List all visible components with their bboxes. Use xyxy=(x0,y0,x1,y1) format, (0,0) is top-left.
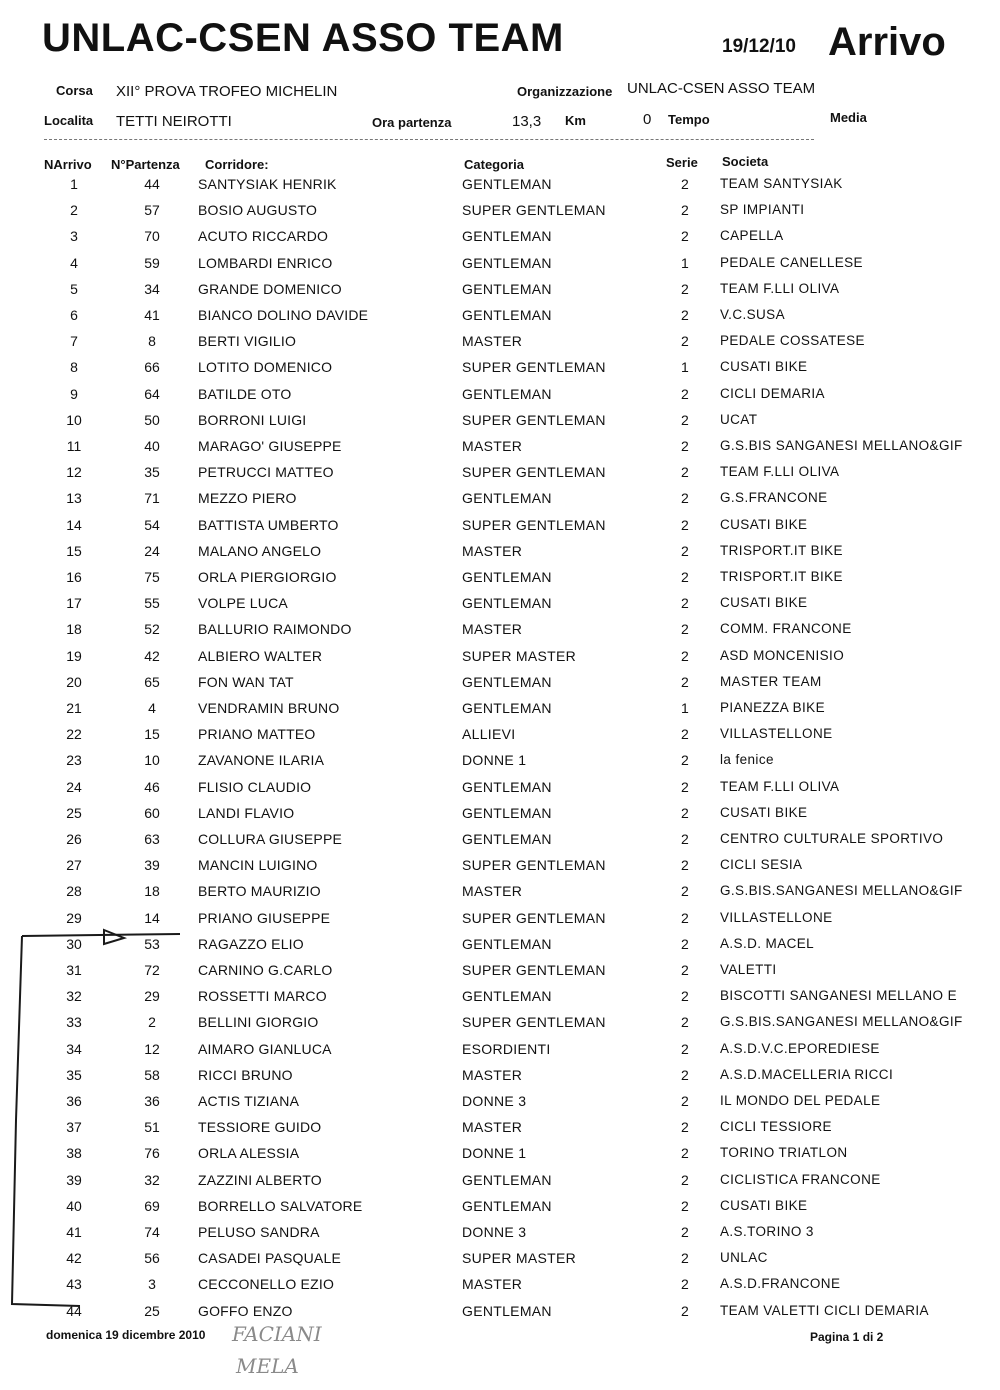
category: GENTLEMAN xyxy=(462,228,552,245)
arrival-number: 9 xyxy=(70,385,78,402)
team: TORINO TRIATLON xyxy=(720,1145,848,1161)
media-label: Media xyxy=(830,110,867,125)
arrival-number: 3 xyxy=(70,228,78,245)
team: la fenice xyxy=(720,752,774,768)
handwritten-name: FACIANI xyxy=(232,1322,322,1346)
start-number: 63 xyxy=(144,831,160,847)
series: 1 xyxy=(681,254,689,271)
series: 2 xyxy=(681,935,689,952)
category: DONNE 3 xyxy=(462,1224,527,1240)
rider-name: LOTITO DOMENICO xyxy=(198,359,333,376)
rider-name: GRANDE DOMENICO xyxy=(198,280,342,297)
arrival-number: 1 xyxy=(70,176,78,192)
category: GENTLEMAN xyxy=(462,673,552,690)
start-number: 42 xyxy=(144,647,160,664)
arrival-number: 33 xyxy=(66,1014,82,1031)
team: UNLAC xyxy=(720,1250,768,1266)
col-header-corridore: Corridore: xyxy=(205,157,269,172)
arrival-number: 41 xyxy=(66,1224,82,1240)
category: GENTLEMAN xyxy=(462,595,552,612)
series: 2 xyxy=(681,988,689,1005)
category: GENTLEMAN xyxy=(462,490,552,507)
series: 2 xyxy=(681,673,689,690)
series: 2 xyxy=(681,804,689,821)
arrival-number: 27 xyxy=(66,857,82,874)
start-number: 2 xyxy=(148,1014,156,1031)
rider-name: ACUTO RICCARDO xyxy=(198,228,329,245)
rider-name: ORLA PIERGIORGIO xyxy=(198,569,337,585)
start-number: 39 xyxy=(144,857,160,874)
category: GENTLEMAN xyxy=(462,804,552,821)
rider-name: SANTYSIAK HENRIK xyxy=(198,176,337,192)
arrival-number: 31 xyxy=(66,962,82,978)
team: MASTER TEAM xyxy=(720,673,822,689)
team: CUSATI BIKE xyxy=(720,804,808,820)
team: TRISPORT.IT BIKE xyxy=(720,569,843,584)
start-number: 54 xyxy=(144,516,160,533)
start-number: 41 xyxy=(144,307,160,323)
series: 2 xyxy=(681,883,689,900)
team: G.S.FRANCONE xyxy=(720,490,828,506)
category: SUPER GENTLEMAN xyxy=(462,359,606,376)
footer-date: domenica 19 dicembre 2010 xyxy=(46,1328,206,1342)
handwritten-note: MELA xyxy=(236,1354,299,1378)
start-number: 60 xyxy=(144,804,160,821)
start-number: 44 xyxy=(144,176,160,192)
series: 2 xyxy=(681,280,689,297)
start-number: 75 xyxy=(144,569,160,585)
category: DONNE 1 xyxy=(462,752,527,769)
organizzazione-value: UNLAC-CSEN ASSO TEAM xyxy=(627,80,816,97)
arrival-number: 37 xyxy=(66,1119,82,1136)
category: SUPER GENTLEMAN xyxy=(462,1014,606,1031)
series: 2 xyxy=(681,1066,689,1083)
team: PIANEZZA BIKE xyxy=(720,700,825,715)
category: SUPER GENTLEMAN xyxy=(462,202,606,219)
category: ALLIEVI xyxy=(462,726,516,743)
team: A.S.D.FRANCONE xyxy=(720,1276,841,1292)
report-title: UNLAC-CSEN ASSO TEAM xyxy=(42,16,564,60)
rider-name: MARAGO' GIUSEPPE xyxy=(198,438,342,454)
corsa-value: XII° PROVA TROFEO MICHELIN xyxy=(116,83,338,100)
series: 2 xyxy=(681,516,689,533)
category: GENTLEMAN xyxy=(462,254,552,271)
col-header-narrivo: NArrivo xyxy=(44,157,92,172)
category: DONNE 3 xyxy=(462,1093,527,1109)
series: 2 xyxy=(681,595,689,612)
rider-name: BATTISTA UMBERTO xyxy=(198,516,339,533)
series: 2 xyxy=(681,1197,689,1214)
rider-name: GOFFO ENZO xyxy=(198,1302,293,1319)
arrival-number: 44 xyxy=(66,1302,82,1319)
series: 2 xyxy=(681,411,689,428)
category: GENTLEMAN xyxy=(462,307,552,323)
team: CICLISTICA FRANCONE xyxy=(720,1171,881,1187)
team: CUSATI BIKE xyxy=(720,359,808,375)
series: 1 xyxy=(681,700,689,716)
arrival-number: 28 xyxy=(66,883,82,900)
team: VILLASTELLONE xyxy=(720,726,833,742)
rider-name: PETRUCCI MATTEO xyxy=(198,464,334,481)
arrival-number: 25 xyxy=(66,804,82,821)
category: GENTLEMAN xyxy=(462,1197,552,1214)
start-number: 50 xyxy=(144,411,160,428)
team: BISCOTTI SANGANESI MELLANO E xyxy=(720,988,958,1004)
series: 2 xyxy=(681,831,689,847)
category: SUPER MASTER xyxy=(462,647,577,664)
start-number: 15 xyxy=(144,726,160,743)
series: 2 xyxy=(681,1040,689,1057)
start-number: 36 xyxy=(144,1093,160,1109)
arrival-number: 26 xyxy=(66,831,82,847)
rider-name: CASADEI PASQUALE xyxy=(198,1250,341,1267)
arrival-number: 32 xyxy=(66,988,82,1005)
series: 1 xyxy=(681,359,689,376)
arrival-number: 19 xyxy=(66,647,82,664)
series: 2 xyxy=(681,307,689,323)
team: A.S.D.V.C.EPOREDIESE xyxy=(720,1040,880,1056)
start-number: 53 xyxy=(144,935,160,952)
category: MASTER xyxy=(462,1066,523,1083)
series: 2 xyxy=(681,333,689,350)
team: TRISPORT.IT BIKE xyxy=(720,542,843,558)
arrival-number: 7 xyxy=(70,333,78,350)
start-number: 58 xyxy=(144,1066,160,1083)
start-number: 74 xyxy=(144,1224,160,1240)
start-number: 70 xyxy=(144,228,160,245)
start-number: 56 xyxy=(144,1250,160,1267)
start-number: 76 xyxy=(144,1145,160,1162)
rider-name: BATILDE OTO xyxy=(198,385,292,402)
series: 2 xyxy=(681,621,689,638)
arrival-number: 22 xyxy=(66,726,82,743)
rider-name: ZAZZINI ALBERTO xyxy=(198,1171,322,1188)
start-number: 40 xyxy=(144,438,160,454)
category: GENTLEMAN xyxy=(462,1171,552,1188)
rider-name: ORLA ALESSIA xyxy=(198,1145,300,1162)
rider-name: LANDI FLAVIO xyxy=(198,804,295,821)
category: MASTER xyxy=(462,1276,523,1293)
rider-name: PRIANO MATTEO xyxy=(198,726,316,743)
arrival-number: 4 xyxy=(70,254,78,271)
rider-name: PRIANO GIUSEPPE xyxy=(198,909,331,926)
rider-name: RAGAZZO ELIO xyxy=(198,935,304,952)
team: TEAM F.LLI OLIVA xyxy=(720,778,840,794)
rider-name: VOLPE LUCA xyxy=(198,595,288,612)
category: ESORDIENTI xyxy=(462,1040,551,1057)
start-number: 14 xyxy=(144,909,160,926)
team: A.S.TORINO 3 xyxy=(720,1224,814,1239)
arrival-number: 6 xyxy=(70,307,78,323)
col-header-npartenza: N°Partenza xyxy=(111,157,180,172)
team: G.S.BIS.SANGANESI MELLANO&GIF xyxy=(720,883,963,899)
rider-name: MALANO ANGELO xyxy=(198,542,322,559)
team: V.C.SUSA xyxy=(720,307,785,322)
rider-name: LOMBARDI ENRICO xyxy=(198,254,333,271)
rider-name: AIMARO GIANLUCA xyxy=(198,1040,332,1057)
category: MASTER xyxy=(462,1119,523,1136)
rider-name: BOSIO AUGUSTO xyxy=(198,202,318,219)
category: GENTLEMAN xyxy=(462,778,552,795)
localita-value: TETTI NEIROTTI xyxy=(116,113,232,130)
arrival-number: 2 xyxy=(70,202,78,219)
page-number: Pagina 1 di 2 xyxy=(810,1330,884,1344)
rider-name: COLLURA GIUSEPPE xyxy=(198,831,343,847)
arrival-number: 21 xyxy=(66,700,82,716)
team: CENTRO CULTURALE SPORTIVO xyxy=(720,831,944,846)
team: CUSATI BIKE xyxy=(720,595,808,611)
start-number: 52 xyxy=(144,621,160,638)
rider-name: BORRELLO SALVATORE xyxy=(198,1197,363,1214)
col-header-categoria: Categoria xyxy=(464,157,524,172)
team: PEDALE CANELLESE xyxy=(720,254,863,270)
report-status: Arrivo xyxy=(828,20,946,64)
arrival-number: 36 xyxy=(66,1093,82,1109)
team: CUSATI BIKE xyxy=(720,1197,808,1213)
km-label: Km xyxy=(565,113,586,128)
arrival-number: 5 xyxy=(70,280,78,297)
rider-name: CARNINO G.CARLO xyxy=(198,962,333,978)
team: TEAM F.LLI OLIVA xyxy=(720,464,840,480)
category: GENTLEMAN xyxy=(462,385,552,402)
start-number: 65 xyxy=(144,673,160,690)
series: 2 xyxy=(681,1119,689,1136)
rider-name: CECCONELLO EZIO xyxy=(198,1276,335,1293)
team: G.S.BIS SANGANESI MELLANO&GIF xyxy=(720,438,963,453)
arrival-number: 24 xyxy=(66,778,82,795)
series: 2 xyxy=(681,752,689,769)
team: VALETTI xyxy=(720,962,777,977)
series: 2 xyxy=(681,1171,689,1188)
arrival-number: 11 xyxy=(66,438,82,454)
team: CAPELLA xyxy=(720,228,784,244)
start-number: 59 xyxy=(144,254,160,271)
category: GENTLEMAN xyxy=(462,569,552,585)
rider-name: TESSIORE GUIDO xyxy=(198,1119,322,1136)
team: VILLASTELLONE xyxy=(720,909,833,925)
rider-name: ALBIERO WALTER xyxy=(198,647,323,664)
ora-partenza-label: Ora partenza xyxy=(372,115,452,130)
report-date: 19/12/10 xyxy=(722,36,796,57)
col-header-serie: Serie xyxy=(666,155,698,170)
category: MASTER xyxy=(462,333,523,350)
series: 2 xyxy=(681,1093,689,1109)
category: SUPER GENTLEMAN xyxy=(462,516,606,533)
localita-label: Localita xyxy=(44,113,94,128)
series: 2 xyxy=(681,778,689,795)
team: CICLI DEMARIA xyxy=(720,385,825,401)
series: 2 xyxy=(681,647,689,664)
distance-value: 13,3 xyxy=(512,113,542,130)
series: 2 xyxy=(681,1014,689,1031)
category: MASTER xyxy=(462,542,523,559)
team: SP IMPIANTI xyxy=(720,202,805,218)
arrival-number: 38 xyxy=(66,1145,82,1162)
team: UCAT xyxy=(720,411,758,427)
arrival-number: 42 xyxy=(66,1250,82,1267)
arrival-number: 8 xyxy=(70,359,78,376)
rider-name: ZAVANONE ILARIA xyxy=(198,752,325,769)
category: SUPER GENTLEMAN xyxy=(462,909,606,926)
series: 2 xyxy=(681,569,689,585)
rider-name: VENDRAMIN BRUNO xyxy=(198,700,340,716)
rider-name: ACTIS TIZIANA xyxy=(198,1093,300,1109)
arrival-number: 43 xyxy=(66,1276,82,1293)
arrival-number: 14 xyxy=(66,516,82,533)
rider-name: FON WAN TAT xyxy=(198,673,294,690)
team: COMM. FRANCONE xyxy=(720,621,852,637)
rider-name: FLISIO CLAUDIO xyxy=(198,778,312,795)
category: SUPER MASTER xyxy=(462,1250,577,1267)
start-number: 12 xyxy=(144,1040,160,1057)
rider-name: ROSSETTI MARCO xyxy=(198,988,327,1005)
category: SUPER GENTLEMAN xyxy=(462,962,606,978)
series: 2 xyxy=(681,542,689,559)
rider-name: BERTI VIGILIO xyxy=(198,333,297,350)
start-number: 4 xyxy=(148,700,156,716)
col-header-societa: Societa xyxy=(722,154,769,169)
team: CUSATI BIKE xyxy=(720,516,808,532)
series: 2 xyxy=(681,202,689,219)
rider-name: BALLURIO RAIMONDO xyxy=(198,621,352,638)
team: TEAM F.LLI OLIVA xyxy=(720,280,840,296)
category: GENTLEMAN xyxy=(462,280,552,297)
rider-name: BIANCO DOLINO DAVIDE xyxy=(198,307,369,323)
series: 2 xyxy=(681,1145,689,1162)
series: 2 xyxy=(681,857,689,874)
team: PEDALE COSSATESE xyxy=(720,333,865,349)
start-number: 69 xyxy=(144,1197,160,1214)
arrival-number: 30 xyxy=(66,935,82,952)
category: DONNE 1 xyxy=(462,1145,527,1162)
start-number: 35 xyxy=(144,464,160,481)
zero-value: 0 xyxy=(643,111,652,128)
arrival-number: 12 xyxy=(66,464,82,481)
team: CICLI SESIA xyxy=(720,857,803,873)
series: 2 xyxy=(681,385,689,402)
category: GENTLEMAN xyxy=(462,700,552,716)
arrival-number: 16 xyxy=(66,569,82,585)
arrival-number: 10 xyxy=(66,411,82,428)
arrival-number: 18 xyxy=(66,621,82,638)
category: SUPER GENTLEMAN xyxy=(462,857,606,874)
tempo-label: Tempo xyxy=(668,112,710,127)
team: TEAM VALETTI CICLI DEMARIA xyxy=(720,1302,929,1318)
start-number: 66 xyxy=(144,359,160,376)
series: 2 xyxy=(681,490,689,507)
category: MASTER xyxy=(462,438,523,454)
category: MASTER xyxy=(462,883,523,900)
series: 2 xyxy=(681,228,689,245)
arrival-number: 35 xyxy=(66,1066,82,1083)
category: MASTER xyxy=(462,621,523,638)
start-number: 8 xyxy=(148,333,156,350)
category: GENTLEMAN xyxy=(462,1302,552,1319)
arrival-number: 13 xyxy=(66,490,82,507)
start-number: 25 xyxy=(144,1302,160,1319)
series: 2 xyxy=(681,962,689,978)
start-number: 3 xyxy=(148,1276,156,1293)
team: TEAM SANTYSIAK xyxy=(720,176,843,191)
arrival-number: 17 xyxy=(66,595,82,612)
team: A.S.D.MACELLERIA RICCI xyxy=(720,1066,894,1082)
category: GENTLEMAN xyxy=(462,176,552,192)
series: 2 xyxy=(681,176,689,192)
series: 2 xyxy=(681,1276,689,1293)
series: 2 xyxy=(681,726,689,743)
rider-name: PELUSO SANDRA xyxy=(198,1224,320,1240)
start-number: 32 xyxy=(144,1171,160,1188)
series: 2 xyxy=(681,1302,689,1319)
start-number: 10 xyxy=(144,752,160,769)
organizzazione-label: Organizzazione xyxy=(517,84,613,99)
category: GENTLEMAN xyxy=(462,831,552,847)
start-number: 64 xyxy=(144,385,160,402)
arrival-number: 40 xyxy=(66,1197,82,1214)
arrival-number: 29 xyxy=(66,909,82,926)
start-number: 57 xyxy=(144,202,160,219)
corsa-label: Corsa xyxy=(56,83,93,98)
series: 2 xyxy=(681,1250,689,1267)
team: CICLI TESSIORE xyxy=(720,1119,832,1135)
team: ASD MONCENISIO xyxy=(720,647,845,663)
team: IL MONDO DEL PEDALE xyxy=(720,1093,881,1108)
start-number: 34 xyxy=(144,280,160,297)
category: SUPER GENTLEMAN xyxy=(462,411,606,428)
start-number: 55 xyxy=(144,595,160,612)
rider-name: BELLINI GIORGIO xyxy=(198,1014,319,1031)
rider-name: RICCI BRUNO xyxy=(198,1066,293,1083)
series: 2 xyxy=(681,1224,689,1240)
arrival-number: 20 xyxy=(66,673,82,690)
category: GENTLEMAN xyxy=(462,988,552,1005)
start-number: 29 xyxy=(144,988,160,1005)
team: A.S.D. MACEL xyxy=(720,935,815,951)
start-number: 72 xyxy=(144,962,160,978)
rider-name: BERTO MAURIZIO xyxy=(198,883,321,900)
category: GENTLEMAN xyxy=(462,935,552,952)
series: 2 xyxy=(681,438,689,454)
arrival-number: 34 xyxy=(66,1040,82,1057)
series: 2 xyxy=(681,464,689,481)
rider-name: BORRONI LUIGI xyxy=(198,411,307,428)
start-number: 46 xyxy=(144,778,160,795)
start-number: 18 xyxy=(144,883,160,900)
rider-name: MEZZO PIERO xyxy=(198,490,297,507)
start-number: 24 xyxy=(144,542,160,559)
arrival-number: 15 xyxy=(66,542,82,559)
arrival-number: 39 xyxy=(66,1171,82,1188)
start-number: 71 xyxy=(144,490,160,507)
series: 2 xyxy=(681,909,689,926)
team: G.S.BIS.SANGANESI MELLANO&GIF xyxy=(720,1014,963,1030)
category: SUPER GENTLEMAN xyxy=(462,464,606,481)
start-number: 51 xyxy=(144,1119,160,1136)
arrival-number: 23 xyxy=(66,752,82,769)
rider-name: MANCIN LUIGINO xyxy=(198,857,318,874)
